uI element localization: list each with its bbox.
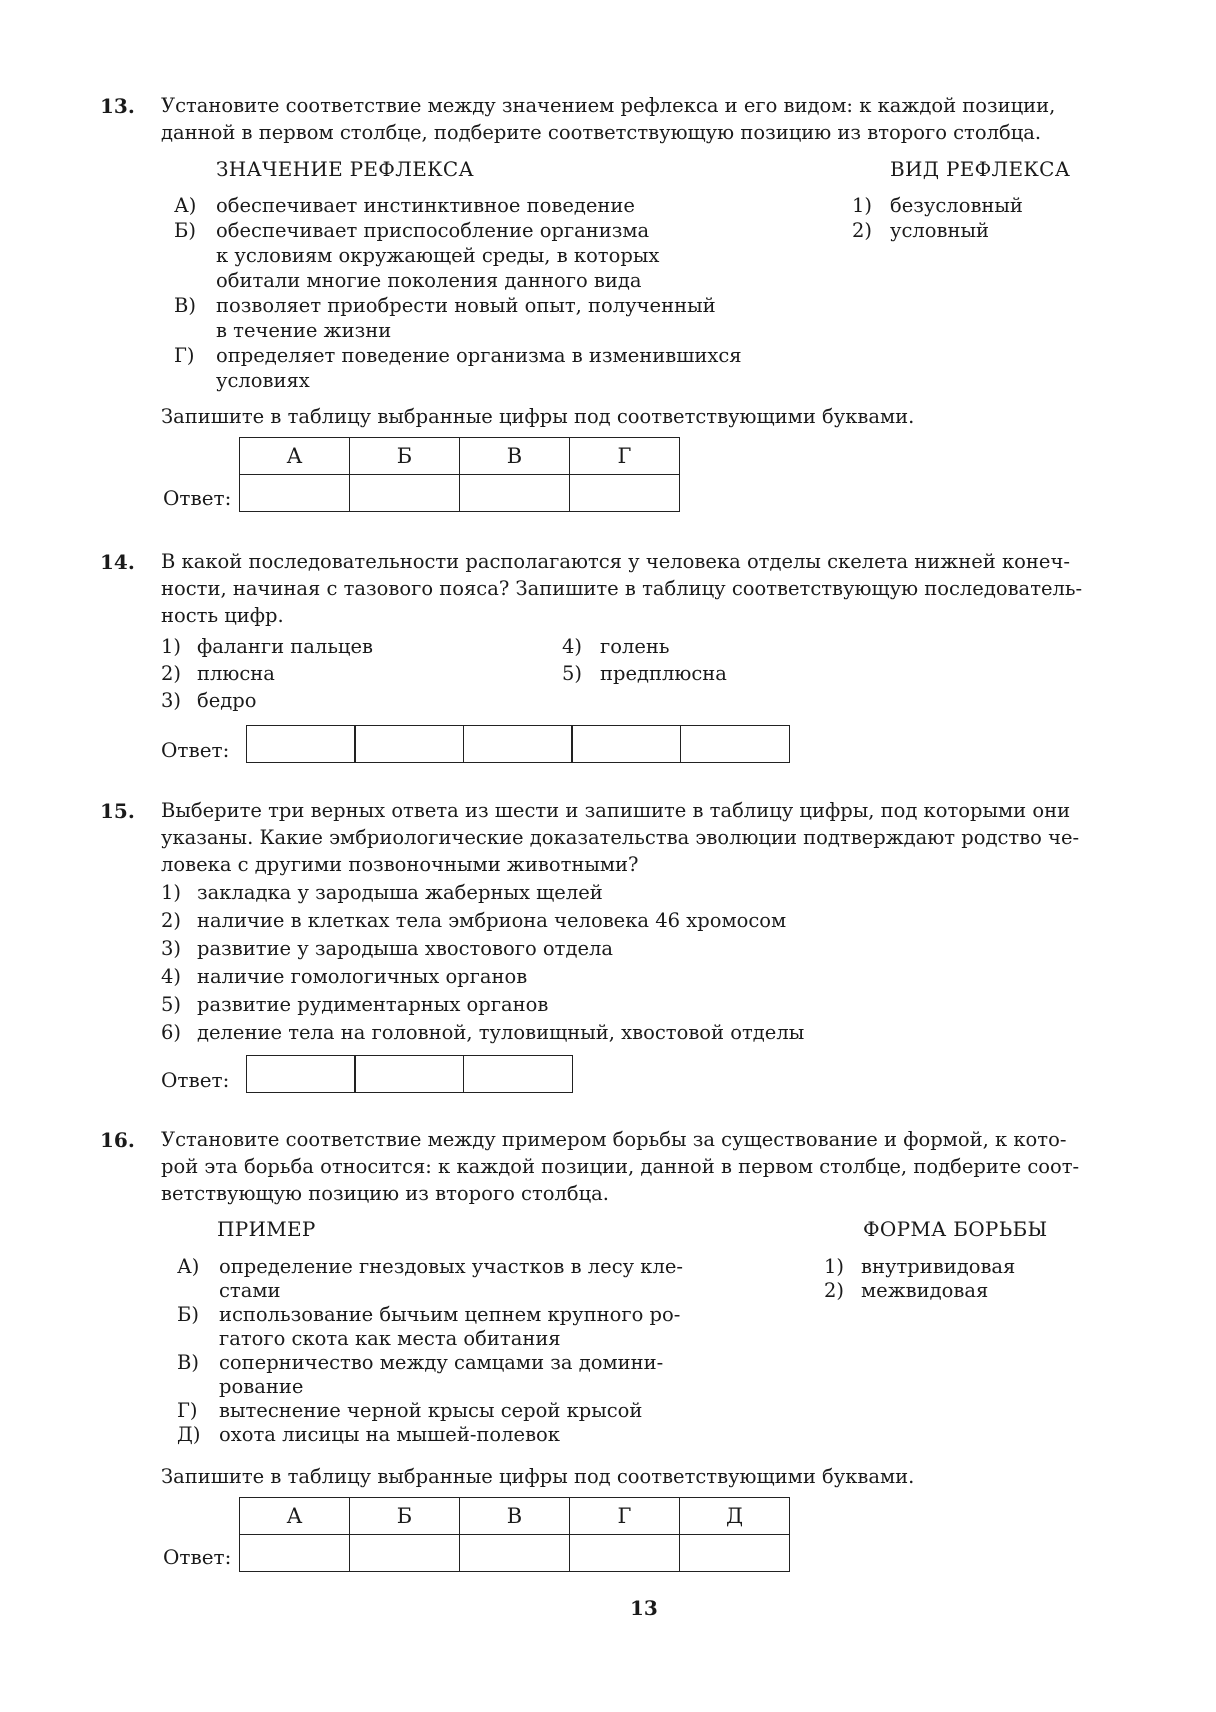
question-text-line: указаны. Какие эмбриологические доказательства эволюции подтверждают родство че- xyxy=(161,826,1080,849)
table-header-cell: В xyxy=(460,438,570,475)
item-text: использование бычьим цепнем крупного ро- xyxy=(219,1303,681,1326)
answer-cell[interactable] xyxy=(460,475,570,512)
option-number: 5) xyxy=(161,993,182,1016)
option-number: 1) xyxy=(852,194,873,217)
table-header-cell: А xyxy=(240,1498,350,1535)
item-text: к условиям окружающей среды, в которых xyxy=(216,244,660,267)
answer-cell[interactable] xyxy=(570,1535,680,1572)
answer-label: Ответ: xyxy=(163,1545,232,1569)
option-text: закладка у зародыша жаберных щелей xyxy=(197,881,603,904)
answer-table xyxy=(239,437,680,512)
question-text-line: ности, начиная с тазового пояса? Запишите в таблицу соответствующую последователь- xyxy=(161,577,1083,600)
table-header-cell: В xyxy=(460,1498,570,1535)
option-text: деление тела на головной, туловищный, хвостовой отделы xyxy=(197,1021,805,1044)
option-text: межвидовая xyxy=(861,1279,989,1302)
answer-label: Ответ: xyxy=(161,1068,230,1092)
answer-boxes xyxy=(247,725,790,763)
answer-cell[interactable] xyxy=(350,1535,460,1572)
question-text-line: Установите соответствие между значением рефлекса и его видом: к каждой позиции, xyxy=(161,94,1056,117)
question-text-line: Выберите три верных ответа из шести и запишите в таблицу цифры, под которыми они xyxy=(161,799,1071,822)
option-text: развитие у зародыша хвостового отдела xyxy=(197,937,614,960)
column-heading: ВИД РЕФЛЕКСА xyxy=(890,157,1071,181)
item-letter: Г) xyxy=(174,344,195,367)
answer-cell[interactable] xyxy=(240,475,350,512)
option-number: 4) xyxy=(161,965,182,988)
column-heading: ЗНАЧЕНИЕ РЕФЛЕКСА xyxy=(216,157,474,181)
question-text-line: рой эта борьба относится: к каждой позиции, данной в первом столбце, подберите соот- xyxy=(161,1155,1080,1178)
item-letter: А) xyxy=(174,194,197,217)
option-text: безусловный xyxy=(890,194,1023,217)
item-text: условиях xyxy=(216,369,310,392)
table-header-cell: А xyxy=(240,438,350,475)
option-number: 3) xyxy=(161,937,182,960)
item-text: обитали многие поколения данного вида xyxy=(216,269,642,292)
question-text-line: ветствующую позицию из второго столбца. xyxy=(161,1182,609,1205)
table-header-cell: Г xyxy=(570,1498,680,1535)
item-letter: А) xyxy=(177,1255,200,1278)
item-text: рование xyxy=(219,1375,304,1398)
answer-boxes xyxy=(247,1055,573,1093)
answer-table xyxy=(239,1497,790,1572)
option-text: развитие рудиментарных органов xyxy=(197,993,549,1016)
table-header-cell: Б xyxy=(350,438,460,475)
table-header-cell: Д xyxy=(680,1498,790,1535)
answer-label: Ответ: xyxy=(161,738,230,762)
item-text: определяет поведение организма в изменившихся xyxy=(216,344,742,367)
instruction: Запишите в таблицу выбранные цифры под соответствующими буквами. xyxy=(161,405,915,428)
question-text-line: ность цифр. xyxy=(161,604,284,627)
question-number: 13. xyxy=(100,94,135,118)
option-number: 2) xyxy=(161,662,182,685)
option-number: 2) xyxy=(161,909,182,932)
answer-cell[interactable] xyxy=(354,1055,464,1093)
option-number: 2) xyxy=(824,1279,845,1302)
item-text: обеспечивает инстинктивное поведение xyxy=(216,194,635,217)
option-text: условный xyxy=(890,219,990,242)
answer-cell[interactable] xyxy=(246,1055,356,1093)
question-number: 14. xyxy=(100,550,135,574)
item-letter: В) xyxy=(177,1351,199,1374)
option-text: наличие гомологичных органов xyxy=(197,965,528,988)
table-header-cell: Г xyxy=(570,438,680,475)
item-letter: Б) xyxy=(174,219,196,242)
option-text: голень xyxy=(600,635,670,658)
item-letter: В) xyxy=(174,294,196,317)
option-number: 1) xyxy=(161,635,182,658)
item-text: охота лисицы на мышей-полевок xyxy=(219,1423,560,1446)
item-letter: Б) xyxy=(177,1303,199,1326)
answer-cell[interactable] xyxy=(350,475,460,512)
option-number: 2) xyxy=(852,219,873,242)
answer-label: Ответ: xyxy=(163,486,232,510)
column-heading: ПРИМЕР xyxy=(217,1217,316,1241)
answer-cell[interactable] xyxy=(571,725,681,763)
item-text: вытеснение черной крысы серой крысой xyxy=(219,1399,643,1422)
question-text-line: В какой последовательности располагаются у человека отделы скелета нижней конеч- xyxy=(161,550,1070,573)
answer-cell[interactable] xyxy=(680,1535,790,1572)
answer-cell[interactable] xyxy=(463,725,573,763)
option-text: предплюсна xyxy=(600,662,727,685)
answer-cell[interactable] xyxy=(460,1535,570,1572)
option-number: 3) xyxy=(161,689,182,712)
page-number: 13 xyxy=(630,1596,658,1620)
item-text: в течение жизни xyxy=(216,319,392,342)
item-text: стами xyxy=(219,1279,281,1302)
option-number: 4) xyxy=(562,635,583,658)
item-text: обеспечивает приспособление организма xyxy=(216,219,650,242)
option-text: плюсна xyxy=(197,662,275,685)
question-text-line: данной в первом столбце, подберите соответствующую позицию из второго столбца. xyxy=(161,121,1042,144)
item-letter: Г) xyxy=(177,1399,198,1422)
item-text: гатого скота как места обитания xyxy=(219,1327,561,1350)
option-number: 1) xyxy=(824,1255,845,1278)
question-number: 15. xyxy=(100,799,135,823)
instruction: Запишите в таблицу выбранные цифры под соответствующими буквами. xyxy=(161,1465,915,1488)
option-text: внутривидовая xyxy=(861,1255,1016,1278)
item-text: позволяет приобрести новый опыт, полученный xyxy=(216,294,716,317)
question-text-line: Установите соответствие между примером борьбы за существование и формой, к кото- xyxy=(161,1128,1067,1151)
item-text: определение гнездовых участков в лесу кле- xyxy=(219,1255,684,1278)
answer-cell[interactable] xyxy=(570,475,680,512)
option-number: 6) xyxy=(161,1021,182,1044)
option-number: 5) xyxy=(562,662,583,685)
option-text: наличие в клетках тела эмбриона человека 46 хромосом xyxy=(197,909,787,932)
answer-cell[interactable] xyxy=(240,1535,350,1572)
column-heading: ФОРМА БОРЬБЫ xyxy=(863,1217,1048,1241)
item-letter: Д) xyxy=(177,1423,201,1446)
answer-cell[interactable] xyxy=(463,1055,573,1093)
option-text: бедро xyxy=(197,689,257,712)
answer-cell[interactable] xyxy=(246,725,356,763)
option-number: 1) xyxy=(161,881,182,904)
answer-cell[interactable] xyxy=(680,725,790,763)
question-number: 16. xyxy=(100,1128,135,1152)
option-text: фаланги пальцев xyxy=(197,635,373,658)
question-text-line: ловека с другими позвоночными животными? xyxy=(161,853,639,876)
answer-cell[interactable] xyxy=(354,725,464,763)
item-text: соперничество между самцами за домини- xyxy=(219,1351,664,1374)
table-header-cell: Б xyxy=(350,1498,460,1535)
